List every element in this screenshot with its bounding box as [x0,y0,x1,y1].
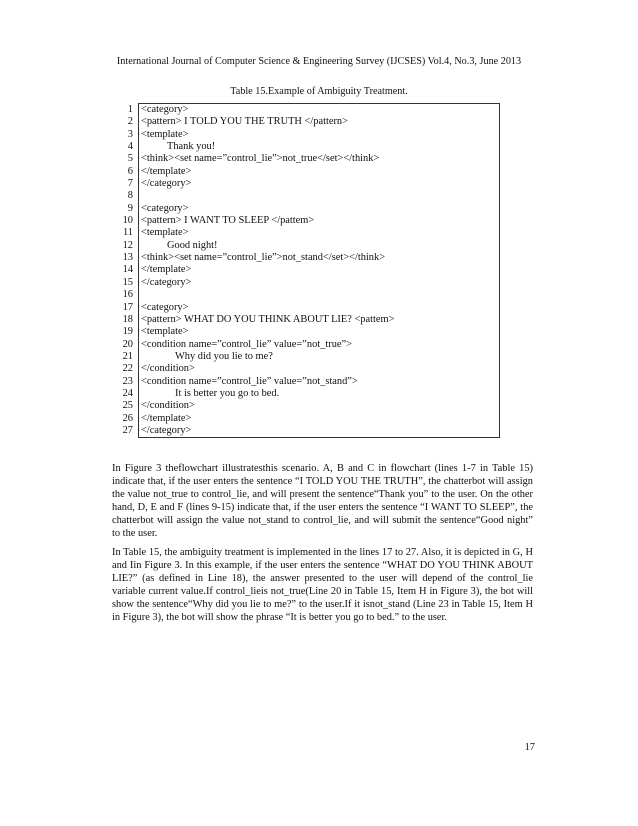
line-number: 1 [127,103,133,115]
code-listing-table [107,103,500,438]
code-line-text: <template> [139,227,500,239]
code-line-row [107,252,500,264]
line-number: 27 [122,425,133,437]
code-line-row [107,314,500,326]
page-number: 17 [524,742,535,753]
line-number: 13 [122,252,133,264]
code-line-text: <pattern> I TOLD YOU THE TRUTH </pattern> [139,116,500,128]
code-line-row [107,178,500,190]
line-number: 11 [122,227,133,239]
code-line-row [107,339,500,351]
line-number: 23 [122,375,133,387]
code-line-text: <template> [139,129,500,141]
line-number: 25 [122,400,133,412]
code-line-text: <pattern> I WANT TO SLEEP </pattem> [139,215,500,227]
code-line-row [107,388,500,400]
code-line-row [107,277,500,289]
code-line-text: <category> [139,104,500,117]
line-number: 24 [122,387,133,399]
line-number: 6 [127,165,133,177]
code-line-row [107,141,500,153]
code-line-row [107,264,500,276]
line-number: 22 [122,363,133,375]
line-number: 18 [122,313,133,325]
code-line-row [107,166,500,178]
code-line-row [107,203,500,215]
line-number: 15 [122,276,133,288]
code-line-text: Why did you lie to me? [139,351,500,363]
code-line-text: <condition name=”control_lie” value=”not_true”> [139,339,500,351]
code-line-row [107,363,500,375]
code-line-text: <category> [139,203,500,215]
line-number: 8 [127,190,133,202]
code-line-text [139,190,500,202]
line-number: 17 [122,301,133,313]
code-line-row [107,153,500,165]
line-number: 4 [127,141,133,153]
code-line-text: <think><set name=”control_lie”>not_stand</set></think> [139,252,500,264]
code-listing-body [107,104,500,438]
code-line-text: <pattern> WHAT DO YOU THINK ABOUT LIE? <pattem> [139,314,500,326]
code-line-text: Good night! [139,240,500,252]
line-number: 10 [122,215,133,227]
code-line-text: </condition> [139,400,500,412]
code-line-text: Thank you! [139,141,500,153]
code-line-row [107,190,500,202]
body-paragraph-2: In Table 15, the ambiguity treatment is implemented in the lines 17 to 27. Also, it is depicted in G, H and Iin Figure 3. In this example, if the user enters the sentence “WHAT DO YOU THINK ABOUT LIE?” (as defined in Line 18), the answer presented to the user will depend of the control_lie variable current value.If control_lieis not_true(Line 20 in Table 15, Item H in Figure 3), the bot will show the sentence“Why did you lie to me?” to the user.If it isnot_stand (Line 23 in Table 15, Item H in Figure 3), the bot will show the phrase “It is better you go to bed.” to the user. [112,547,533,624]
code-line-text: <condition name=”control_lie” value=”not_stand”> [139,376,500,388]
code-line-text: <category> [139,302,500,314]
code-line-row [107,351,500,363]
code-line-text: </category> [139,178,500,190]
code-line-row [107,240,500,252]
line-number: 21 [122,350,133,362]
code-line-text: <think><set name=”control_lie”>not_true</set></think> [139,153,500,165]
code-line-row [107,215,500,227]
code-line-row [107,116,500,128]
running-header: International Journal of Computer Science & Engineering Survey (IJCSES) Vol.4, No.3, June 2013 [116,56,522,67]
code-line-row [107,326,500,338]
line-number: 2 [127,116,133,128]
line-number: 14 [122,264,133,276]
code-line-row [107,425,500,438]
table-caption: Table 15.Example of Ambiguity Treatment. [230,86,408,97]
code-line-row [107,129,500,141]
code-line-text: </category> [139,277,500,289]
line-number: 26 [122,412,133,424]
code-line-row [107,400,500,412]
code-line-text: </condition> [139,363,500,375]
code-line-row [107,227,500,239]
code-line-text: </template> [139,166,500,178]
line-number: 3 [127,128,133,140]
line-number: 12 [122,239,133,251]
code-line-row [107,104,500,117]
code-line-text [139,289,500,301]
code-line-row [107,289,500,301]
line-number: 9 [127,202,133,214]
body-paragraph-1: In Figure 3 theflowchart illustratesthis scenario. A, B and C in flowchart (lines 1-7 in Table 15) indicate that, if the user enters the sentence “I TOLD YOU THE TRUTH”, the chatterbot will assign the value not_true to control_lie, and will present the sentence“Thank you” to the user. On the other hand, D, E and F (lines 9-15) indicate that, if the user enters the sentence “I WANT TO SLEEP”, the chatterbot will assign the value not_stand to control_lie, and will submit the sentence“Good night” to the user. [112,463,533,540]
code-line-row [107,302,500,314]
code-line-text: </category> [139,425,500,438]
line-number: 5 [127,153,133,165]
code-line-row [107,413,500,425]
code-line-text: It is better you go to bed. [139,388,500,400]
code-line-text: <template> [139,326,500,338]
line-number: 16 [122,289,133,301]
line-number: 19 [122,326,133,338]
line-number: 7 [127,178,133,190]
line-number: 20 [122,338,133,350]
code-line-text: </template> [139,264,500,276]
code-line-row [107,376,500,388]
code-line-text: </template> [139,413,500,425]
